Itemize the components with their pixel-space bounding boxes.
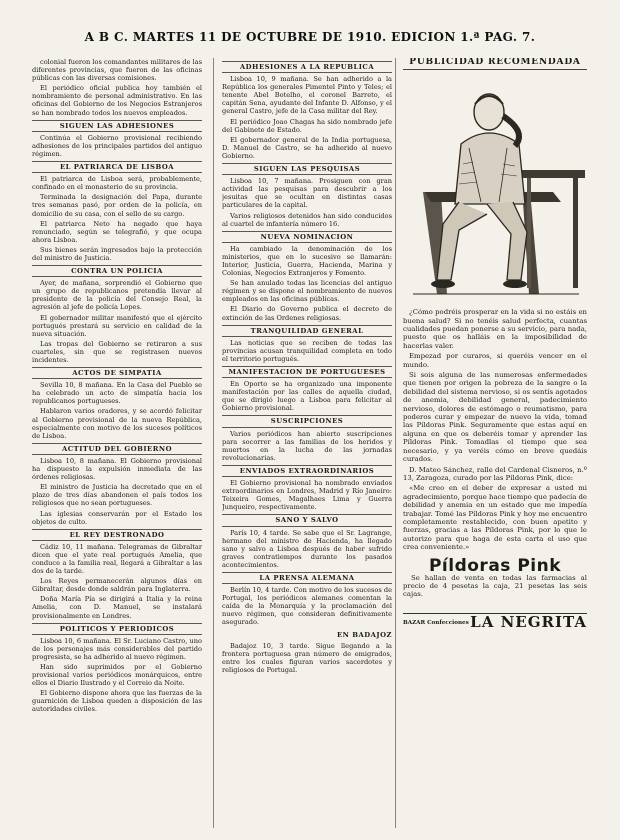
bazar-label: BAZAR Confecciones xyxy=(403,619,469,626)
section-heading: CONTRA UN POLICIA xyxy=(32,265,202,277)
section-heading: ACTITUD DEL GOBIERNO xyxy=(32,443,202,455)
column-rule xyxy=(395,58,396,828)
paragraph: El Diario do Governo publica el decreto de extinción de las Ordenes religiosas. xyxy=(222,305,392,322)
paragraph: D. Mateo Sánchez, ralle del Cardenal Cisneros, n.º 13, Zaragoza, curado por las Píldoras Pink, dice: xyxy=(403,465,587,482)
section-heading: MANIFESTACION DE PORTUGUESES xyxy=(222,366,392,378)
paragraph: Han sido suprimidos por el Gobierno provisional varios periódicos monárquicos, entre ellos el Diario Ilustrado y el Correio da Noite. xyxy=(32,663,202,688)
section-heading: ADHESIONES A LA REPUBLICA xyxy=(222,61,392,73)
paragraph: «Me creo en el deber de expresar a usted mi agradecimiento, porque hace tiempo que padecía de debilidad y anemia en un estado que me impedía trabajar. Tomé las Píldoras Pink y hoy me encuentro completamente restablecido, con buen apetito y fuerzas, gracias a las Píldoras Pink, por lo que le autorizo para que haga de esta carta el uso que crea conveniente.» xyxy=(403,484,587,552)
paragraph: colonial fueron los comandantes militares de las diferentes provincias, que fueron de las oficinas públicas con las diversas comisiones. xyxy=(32,58,202,83)
paragraph: El gobernador general de la India portuguesa, D. Manuel de Castro, se ha adherido al nuevo Gobierno. xyxy=(222,135,392,160)
paragraph: Las noticias que se reciben de todas las provincias acusan tranquilidad completa en todo el territorio portugués. xyxy=(222,338,392,363)
paragraph: Las iglesias conservarán por el Estado los objetos de culto. xyxy=(32,509,202,526)
advertisement-text xyxy=(403,308,587,551)
paragraph: Varios periódicos han abierto suscripciones para socorrer a las familias de los heridos y muertos en la lucha de las jornadas revolucionarias. xyxy=(222,429,392,462)
seated-man-illustration xyxy=(403,74,587,302)
column-1 xyxy=(32,58,202,828)
section-heading: ACTOS DE SIMPATIA xyxy=(32,367,202,379)
brand-title: Píldoras Pink xyxy=(428,555,562,576)
paragraph: Berlín 10, 4 tarde. Con motivo de los sucesos de Portugal, los periódicos alemanes comentan la caída de la Monarquía y la proclamación del nuevo régimen, que consideran definitivamente asegurado. xyxy=(222,586,392,627)
paragraph: Lisboa 10, 7 mañana. Prosiguen con gran actividad las pesquisas para descubrir a los jesuitas que se ocultan en distintas casas particulares de la capital. xyxy=(222,177,392,210)
paragraph: Cádiz 10, 11 mañana. Telegramas de Gibraltar dicen que el yate real portugués Amelia, que conduce a la familia real, llegará a Gibraltar a las dos de la tarde. xyxy=(32,542,202,576)
section-heading: SUSCRIPCIONES xyxy=(222,415,392,427)
paragraph: El periódico Joao Chagas ha sido nombrado jefe del Gabinete de Estado. xyxy=(222,117,392,134)
section-heading: TRANQUILIDAD GENERAL xyxy=(222,325,392,337)
paragraph: Si sois alguna de las numerosas enfermedades que tienen por origen la pobreza de la sangre o la debilidad del sistema nervioso, si os sentís agotados de anemia, debilidad general, padecimiento nervioso, dolores de estómago o reumatismo, para poderos curar y empezar de nuevo la vida, tomad las Píldoras Pink. Seguramente que estas aquí en alguna en que os deberéis tomar y aprender las Píldoras Pink. Tomadlas el tiempo que sea necesario, y ya veréis cómo en breve quedáis curados. xyxy=(403,371,587,464)
paragraph: Los Reyes permanecerán algunos días en Gibraltar, desde donde saldrán para Inglaterra. xyxy=(32,577,202,594)
paragraph: Lisboa 10, 9 mañana. Se han adherido a la República los generales Pimentel Pinto y Teles; el tenente Abel Botelho, el coronel Barreto, el capitán Sena, ayudante del Infante D. Alfonso, y el general Castro, jefe de la Casa militar del Rey. xyxy=(222,75,392,116)
paragraph: Las tropas del Gobierno se retiraron a sus cuarteles, sin que se registrasen nuevos incidentes. xyxy=(32,339,202,364)
paragraph: Ha cambiado la denominación de los ministerios, que en lo sucesivo se llamarán: Interior, Justicia, Guerra, Hacienda, Marina y Colonias, Negocios Extranjeros y Fomento. xyxy=(222,244,392,278)
section-heading: EL PATRIARCA DE LISBOA xyxy=(32,161,202,173)
advertising-title: PUBLICIDAD RECOMENDADA xyxy=(403,58,587,70)
paragraph: Sevilla 10, 8 mañana. En la Casa del Pueblo se ha celebrado un acto de simpatía hacia los republicanos portugueses. xyxy=(32,381,202,406)
paragraph: El periódico oficial publica hoy también el nombramiento de personal administrativo. En las oficinas del Gobierno de los Negocios Estranjeros se han nombrado todos los nuevos empleados. xyxy=(32,84,202,117)
paragraph: Terminada la designación del Papa, durante tres semanas pasó, por orden de la policía, en domicilio de su casa, con el sello de su cargo. xyxy=(32,193,202,218)
section-heading: SIGUEN LAS ADHESIONES xyxy=(32,120,202,132)
paragraph: Hablaron varios oradores, y se acordó felicitar al Gobierno provisional de la nueva República, especialmente con motivo de los sucesos políticos de Lisboa. xyxy=(32,407,202,440)
paragraph: El ministro de Justicia ha decretado que en el plazo de tres días abandonen el país todos los religiosos que no sean portugueses. xyxy=(32,483,202,508)
page-header: A B C. MARTES 11 DE OCTUBRE DE 1910. EDICION 1.ª PAG. 7. xyxy=(84,30,536,44)
paragraph: El Gobierno dispone ahora que las fuerzas de la guarnición de Lisboa queden a disposición de las autoridades civiles. xyxy=(32,689,202,714)
negrita-title: LA NEGRITA xyxy=(470,612,587,631)
paragraph: Lisboa 10, 8 mañana. El Gobierno provisional ha dispuesto la expulsión inmediata de las órdenes religiosas. xyxy=(32,456,202,482)
section-heading: EN BADAJOZ xyxy=(336,630,392,639)
column-2 xyxy=(222,58,392,828)
sale-text: Se hallan de venta en todas las farmacias al precio de 4 pesetas la caja, 21 pesetas las seis cajas. xyxy=(403,573,587,599)
section-heading: ENVIADOS EXTRAORDINARIOS xyxy=(222,465,392,477)
paragraph: París 10, 4 tarde. Se sabe que el Sr. Lagrange, hermano del ministro de Hacienda, ha llegado sano y salvo a Lisboa después de haber sufrido graves contratiempos durante los pasados acontecimientos. xyxy=(222,528,392,569)
paragraph: Empezad por curaros, si queréis vencer en el mundo. xyxy=(403,352,587,369)
paragraph: El gobernador militar manifestó que el ejército portugués prestará su servicio en calidad de la nueva situación. xyxy=(32,313,202,338)
paragraph: Lisboa 10, 6 mañana. El Sr. Luciano Castro, uno de los personajes más considerables del partido progresista, se ha adherido al nuevo régimen. xyxy=(32,636,202,661)
section-heading: POLITICOS Y PERIODICOS xyxy=(32,623,202,635)
section-heading: EL REY DESTRONADO xyxy=(32,529,202,541)
paragraph: El patriarca Neto ha negado que haya renunciado, según se telegrafió, y que ocupa ahora Lisboa. xyxy=(32,219,202,244)
paragraph: Se han anulado todas las licencias del antiguo régimen y se dispone el nombramiento de nuevos empleados en las oficinas públicas. xyxy=(222,279,392,304)
paragraph: Ayer, de mañana, sorprendió el Gobierno que un grupo de republicanos pretendía llevar al presidente de la policía del Consejo Real, la agresión al jefe de policía Lopes. xyxy=(32,279,202,312)
column-rule xyxy=(213,58,214,828)
paragraph: Continúa el Gobierno provisional recibiendo adhesiones de los principales partidos del antiguo régimen. xyxy=(32,133,202,158)
paragraph: Doña María Pía se dirigirá a Italia y la reina Amelia, con D. Manuel, se instalará provisionalmente en Londres. xyxy=(32,595,202,620)
section-heading: SIGUEN LAS PESQUISAS xyxy=(222,163,392,175)
paragraph: En Oporto se ha organizado una imponente manifestación por las calles de aquella ciudad, que se dirigió luego a Lisboa para felicitar al Gobierno provisional. xyxy=(222,380,392,413)
paragraph: ¿Cómo podréis prosperar en la vida si no estáis en buena salud? Si no tenéis salud perfecta, cuantas cualidades puedan ponerse a su servicio, para nada, puesto que os halláis en la imposibilidad de hacerlas valer. xyxy=(403,308,587,350)
paragraph: Varios religiosos detenidos han sido conducidos al cuartel de infantería número 16. xyxy=(222,211,392,228)
paragraph: El Gobierno provisional ha nombrado enviados extraordinarios en Londres, Madrid y Río Janeiro: Teixeira Gomes, Magalhaes Lima y Guerra Junqueiro, respectivamente. xyxy=(222,479,392,512)
column-3-advertising xyxy=(403,58,587,828)
paragraph: El patriarca de Lisboa será, probablemente, confinado en el monasterio de su provincia. xyxy=(32,175,202,192)
paragraph: Sus bienes serán ingresados bajo la protección del ministro de Justicia. xyxy=(32,245,202,262)
paragraph: Badajoz 10, 3 tarde. Sigue llegando a la frontera portuguesa gran número de emigrados, entre los cuales figuran varios sacerdotes y religiosos de Portugal. xyxy=(222,641,392,674)
negrita-ad xyxy=(403,612,587,631)
section-heading: LA PRENSA ALEMANA xyxy=(222,572,392,584)
section-heading: SANO Y SALVO xyxy=(222,514,392,526)
section-heading: NUEVA NOMINACION xyxy=(222,231,392,243)
